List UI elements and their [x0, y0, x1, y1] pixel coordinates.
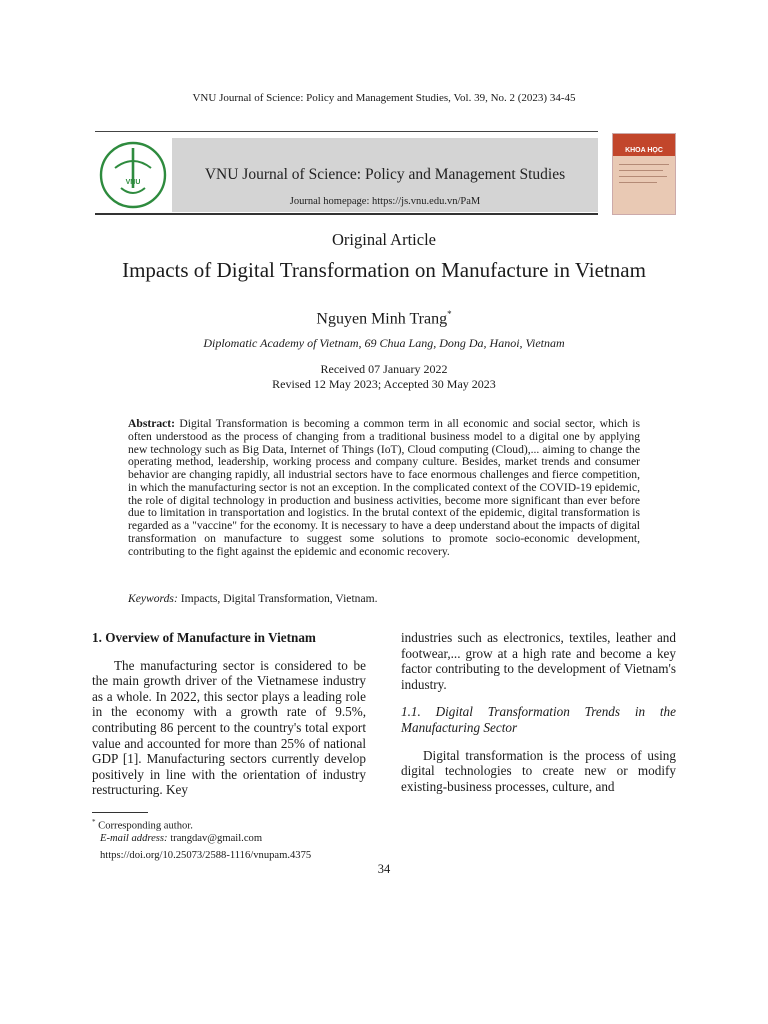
vnu-logo-icon — [95, 138, 171, 212]
author-name: Nguyen Minh Trang — [316, 310, 448, 328]
journal-name: VNU Journal of Science: Policy and Management Studies — [204, 166, 566, 183]
footnote-rule — [92, 812, 148, 813]
received-date: Received 07 January 2022 — [320, 362, 448, 376]
vnu-logo-text: VNU — [125, 179, 141, 186]
abstract — [128, 418, 640, 558]
cover-title: KHOA HỌC — [625, 147, 663, 154]
body-paragraph: The manufacturing sector is considered to be the main growth driver of the Vietnamese industry as a whole. In 2022, this sector plays a leading role in the economy with a growth rate of 9.5%, contributing 86 percent to the country's total export value and accounted for more than 25% of national GDP [1]. Manufacturing sectors currently develop positively in line with the orientation of industry restructuring. Key — [92, 657, 366, 798]
revised-accepted-date: Revised 12 May 2023; Accepted 30 May 2023 — [272, 377, 496, 391]
article-type: Original Article — [331, 230, 436, 249]
cover-line — [619, 182, 657, 183]
banner-panel — [172, 138, 598, 212]
abstract-text: Digital Transformation is becoming a common term in all economic and social sector, which is often understood as the process of changing from a traditional business model to a digital one by applying new technology such as Big Data, Internet of Things (IoT), Cloud computing (Cloud),... aiming to change the operating method, leadership, working process and company culture. Besides, market trends and consumer behavior are changing rapidly, all industrial sectors have to face enormous challenges and fierce competition, in which the manufacturing sector is not an exception. In the complicated context of the COVID-19 epidemic, the role of digital technology in production and business activities, become more significant than ever before due to limitation in transportation and logistics. In the brutal context of the epidemic, digital transformation is regarded as a "vaccine" for the economy. It is necessary to have a deep understand about the impacts of digital transformation on manufacture to suggest some solutions to promote socio-economic development, contributing to the fight against the epidemic and economic recovery. — [128, 417, 640, 558]
section-heading: 1. Overview of Manufacture in Vietnam — [92, 630, 316, 645]
keywords-text: Impacts, Digital Transformation, Vietnam. — [180, 592, 378, 605]
footnote-email-line — [92, 833, 262, 846]
author-line — [0, 309, 768, 328]
cover-line — [619, 176, 667, 177]
header-rule-top — [95, 131, 598, 132]
keywords — [128, 592, 640, 605]
right-column — [401, 630, 676, 794]
abstract-label: Abstract: — [128, 417, 176, 430]
running-head: VNU Journal of Science: Policy and Management Studies, Vol. 39, No. 2 (2023) 34-45 — [192, 92, 576, 104]
cover-line — [619, 170, 663, 171]
journal-banner — [95, 138, 598, 212]
author-affiliation: Diplomatic Academy of Vietnam, 69 Chua Lang, Dong Da, Hanoi, Vietnam — [203, 336, 565, 350]
header-rule-bottom — [95, 213, 598, 215]
page-number: 34 — [377, 862, 391, 876]
footnote-email[interactable]: trangdav@gmail.com — [170, 833, 263, 845]
cover-line — [619, 164, 669, 165]
body-paragraph-continued: industries such as electronics, textiles, leather and footwear,... grow at a high rate and become a key factor contributing to the development of Vietnam's industry. — [401, 630, 676, 692]
article-dates — [0, 362, 768, 392]
vnu-logo — [95, 138, 171, 212]
footnote — [92, 816, 262, 846]
footnote-mark: * — [92, 818, 96, 826]
footnote-corresponding — [92, 816, 262, 833]
doi-link[interactable]: https://doi.org/10.25073/2588-1116/vnupam.4375 — [100, 850, 312, 861]
article-title: Impacts of Digital Transformation on Manufacture in Vietnam — [122, 258, 646, 282]
author-footnote-mark: * — [447, 309, 452, 319]
journal-homepage: Journal homepage: https://js.vnu.edu.vn/PaM — [289, 196, 481, 207]
subsection-heading: 1.1. Digital Transformation Trends in the Manufacturing Sector — [401, 704, 676, 735]
keywords-label: Keywords: — [128, 592, 178, 605]
body-paragraph: Digital transformation is the process of using digital technologies to create new or modify existing-business processes, culture, and — [401, 747, 676, 794]
footnote-email-label: E-mail address: — [100, 833, 168, 845]
left-column — [92, 630, 366, 798]
footnote-label: Corresponding author. — [98, 820, 193, 832]
journal-cover-thumbnail — [612, 133, 676, 215]
